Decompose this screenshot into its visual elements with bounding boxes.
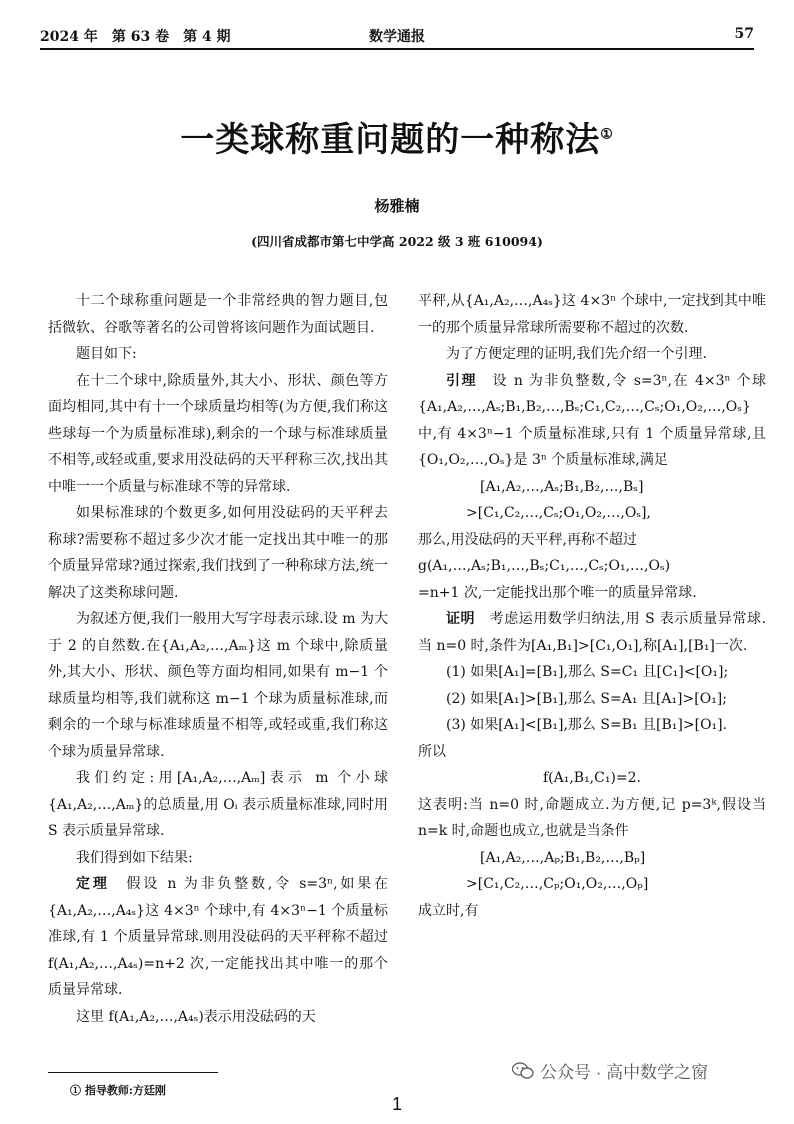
wechat-icon — [512, 1062, 534, 1080]
left-column — [48, 288, 388, 1030]
proof-paragraph — [418, 606, 766, 659]
right-column — [418, 288, 766, 924]
title-text: 一类球称重问题的一种称法 — [180, 120, 601, 160]
paragraph: 所以 — [418, 743, 446, 760]
paragraph: 为了方便定理的证明,我们先介绍一个引理. — [446, 346, 707, 362]
formula-line: g(A₁,…,Aₛ;B₁,…,Bₛ;C₁,…,Cₛ;O₁,…,Oₛ) — [418, 558, 671, 574]
proof-text: 考虑运用数学归纳法,用 S 表示质量异常球.当 n=0 时,条件为[A₁,B₁]>[C₁,O₁],称[A₁],[B₁]一次. — [418, 611, 767, 654]
paragraph: 平秤,从{A₁,A₂,…,A₄ₛ}这 4×3ⁿ 个球中,一定找到其中唯一的那个质量异常球所需要称不超过的次数. — [418, 293, 766, 336]
journal-name: 数学通报 — [369, 29, 425, 45]
paragraph: 如果标准球的个数更多,如何用没砝码的天平秤去称球?需要称不超过多少次才能一定找出其中唯一的那个质量异常球?通过探索,我们找到了一种称球方法,统一解决了这类称球问题. — [48, 505, 388, 601]
watermark — [512, 1058, 708, 1083]
paragraph: 这表明:当 n=0 时,命题成立.为方便,记 p=3ᵏ,假设当 n=k 时,命题也成立,也就是当条件 — [418, 796, 766, 839]
formula-line: >[C₁,C₂,…,Cₚ;O₁,O₂,…,Oₚ] — [466, 876, 649, 892]
case-2: (2) 如果[A₁]>[B₁],那么 S=A₁ 且[A₁]>[O₁]; — [446, 690, 727, 707]
title-footnote-mark: ① — [600, 126, 614, 143]
formula-line: [A₁,A₂,…,Aₛ;B₁,B₂,…,Bₛ] — [480, 478, 644, 495]
theorem-label: 定理 — [76, 876, 110, 892]
theorem-text: 假设 n 为非负整数,令 s=3ⁿ,如果在{A₁,A₂,…,A₄ₛ}这 4×3ⁿ 个球中,有 4×3ⁿ−1 个质量标准球,有 1 个质量异常球.则用没砝码的天平秤称不超过 f(A₁,A₂,…,A₄ₛ)=n+2 次,一定能找出其中唯一的那个质量异常球. — [48, 876, 388, 998]
paragraph: 十二个球称重问题是一个非常经典的智力题目,包括微软、谷歌等著名的公司曾将该问题作为面试题目. — [48, 293, 388, 336]
lemma-text: 设 n 为非负整数,令 s=3ⁿ,在 4×3ⁿ 个球{A₁,A₂,…,Aₛ;B₁,B₂,…,Bₛ;C₁,C₂,…,Cₛ;O₁,O₂,…,Oₛ}中,有 4×3ⁿ−1 个质量标准球,只有 1 个质量异常球,且{O₁,O₂,…,Oₛ}是 3ⁿ 个质量标准球,满足 — [418, 372, 767, 468]
proof-label: 证明 — [446, 611, 476, 627]
footnote: ① 指导教师:方廷刚 — [70, 1084, 166, 1097]
paragraph: 这里 f(A₁,A₂,…,A₄ₛ)表示用没砝码的天 — [76, 1008, 316, 1025]
header-page-number: 57 — [734, 26, 754, 42]
footnote-rule — [48, 1072, 218, 1073]
issue-info: 2024 年 第 63 卷 第 4 期 — [40, 29, 231, 45]
case-3: (3) 如果[A₁]<[B₁],那么 S=B₁ 且[B₁]>[O₁]. — [446, 717, 728, 733]
affiliation: (四川省成都市第七中学高 2022 级 3 班 610094) — [251, 234, 543, 249]
formula-line: [A₁,A₂,…,Aₚ;B₁,B₂,…,Bₚ] — [480, 849, 646, 866]
header-rule — [40, 48, 754, 50]
lemma-paragraph — [418, 368, 766, 474]
formula-line: >[C₁,C₂,…,Cₛ;O₁,O₂,…,Oₛ], — [466, 505, 651, 521]
paragraph: 我们得到如下结果: — [76, 849, 193, 866]
running-header — [40, 22, 754, 48]
paragraph: 为叙述方便,我们一般用大写字母表示球.设 m 为大于 2 的自然数.在{A₁,A₂,…,Aₘ}这 m 个球中,除质量外,其大小、形状、颜色等方面均相同,如果有 m−1 个球质量均相等,我们就称这 m−1 个球为质量标准球,而剩余的一个球与标准球质量不相等,或轻或重,我们称这个球为质量异常球. — [48, 611, 388, 760]
formula-line: f(A₁,B₁,C₁)=2. — [542, 770, 642, 786]
lemma-label: 引理 — [446, 372, 477, 389]
watermark-text: 公众号 · 高中数学之窗 — [540, 1063, 709, 1082]
page-number: 1 — [391, 1094, 402, 1114]
paragraph: 题目如下: — [76, 346, 137, 362]
paragraph: 我们约定:用[A₁,A₂,…,Aₘ]表示 m 个小球{A₁,A₂,…,Aₘ}的总质量,用 Oᵢ 表示质量标准球,同时用 S 表示质量异常球. — [48, 770, 388, 839]
paragraph: 那么,用没砝码的天平秤,再称不超过 — [418, 531, 637, 548]
paragraph: 成立时,有 — [418, 902, 479, 919]
paragraph: =n+1 次,一定能找出那个唯一的质量异常球. — [418, 584, 697, 601]
author: 杨雅楠 — [374, 197, 420, 215]
theorem-paragraph — [48, 871, 388, 1004]
article-title — [0, 112, 794, 161]
case-1: (1) 如果[A₁]=[B₁],那么 S=C₁ 且[C₁]<[O₁]; — [446, 664, 729, 680]
paragraph: 在十二个球中,除质量外,其大小、形状、颜色等方面均相同,其中有十一个球质量均相等(为方便,我们称这些球每一个为质量标准球),剩余的一个球与标准球质量不相等,或轻或重,要求用没砝码的天平秤称三次,找出其中唯一一个质量与标准球不等的异常球. — [48, 372, 388, 495]
